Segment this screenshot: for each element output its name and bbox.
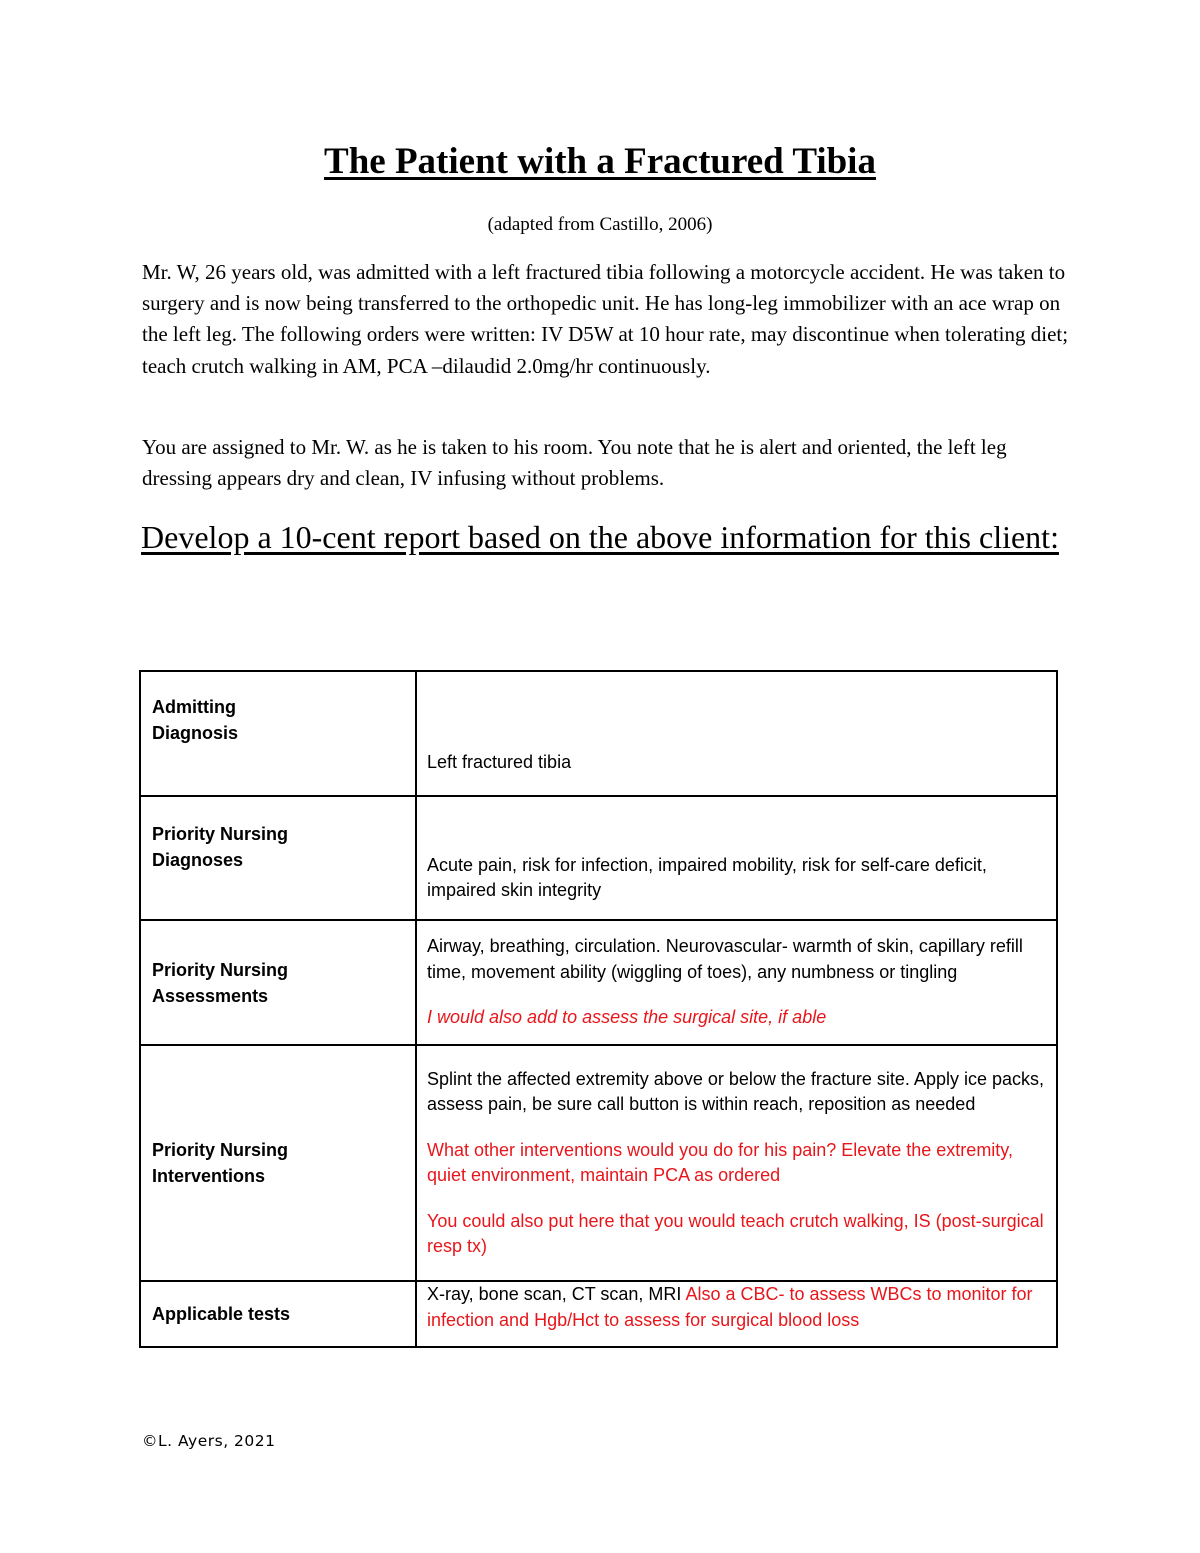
row-label-nursing-interventions: Priority Nursing Interventions	[140, 1045, 416, 1281]
row-value-nursing-assessments: Airway, breathing, circulation. Neurovascular- warmth of skin, capillary refill time, movement ability (wiggling of toes), any numbness or tingling I would also add to assess the surgical site, if able	[416, 920, 1057, 1045]
table-row	[140, 796, 1057, 920]
report-heading: Develop a 10-cent report based on the above information for this client:	[141, 519, 1059, 555]
table-row	[140, 920, 1057, 1045]
row-value-nursing-interventions: Splint the affected extremity above or below the fracture site. Apply ice packs, assess pain, be sure call button is within reach, reposition as needed What other interventions would you do for his pain? Elevate the extremity, quiet environment, maintain PCA as ordered You could also put here that you would teach crutch walking, IS (post-surgical resp tx)	[416, 1045, 1057, 1281]
table-row	[140, 1281, 1057, 1347]
copyright-footer: ©L. Ayers, 2021	[142, 1432, 276, 1450]
instructor-comment: I would also add to assess the surgical site, if able	[427, 1007, 827, 1028]
row-label-applicable-tests: Applicable tests	[140, 1281, 416, 1347]
instructor-comment: You could also put here that you would teach crutch walking, IS (post-surgical resp tx)	[427, 1210, 1044, 1256]
page-title: The Patient with a Fractured Tibia	[324, 141, 876, 182]
row-label-admitting-diagnosis: Admitting Diagnosis	[140, 671, 416, 796]
case-paragraph-1: Mr. W, 26 years old, was admitted with a left fractured tibia following a motorcycle accident. He was taken to surgery and is now being transferred to the orthopedic unit. He has long-leg immobilizer with an ace wrap on the left leg. The following orders were written: IV D5W at 10 hour rate, may discontinue when tolerating diet; teach crutch walking in AM, PCA –dilaudid 2.0mg/hr continuously.	[142, 260, 1069, 378]
row-value-applicable-tests: X-ray, bone scan, CT scan, MRI Also a CBC- to assess WBCs to monitor for infection and Hgb/Hct to assess for surgical blood loss	[416, 1281, 1057, 1347]
row-label-nursing-assessments: Priority Nursing Assessments	[140, 920, 416, 1045]
row-label-nursing-diagnoses: Priority Nursing Diagnoses	[140, 796, 416, 920]
case-paragraph-2: You are assigned to Mr. W. as he is taken to his room. You note that he is alert and oriented, the left leg dressing appears dry and clean, IV infusing without problems.	[142, 435, 1007, 491]
instructor-comment: Also a CBC- to assess WBCs to monitor for infection and Hgb/Hct to assess for surgical blood loss	[427, 1284, 1033, 1330]
instructor-comment: What other interventions would you do for his pain? Elevate the extremity, quiet environment, maintain PCA as ordered	[427, 1139, 1013, 1185]
row-value-nursing-diagnoses: Acute pain, risk for infection, impaired mobility, risk for self-care deficit, impaired skin integrity	[416, 796, 1057, 920]
subtitle: (adapted from Castillo, 2006)	[487, 214, 713, 235]
row-value-admitting-diagnosis: Left fractured tibia	[416, 671, 1057, 796]
table-row	[140, 671, 1057, 796]
table-row	[140, 1045, 1057, 1281]
report-table	[139, 670, 1058, 1348]
